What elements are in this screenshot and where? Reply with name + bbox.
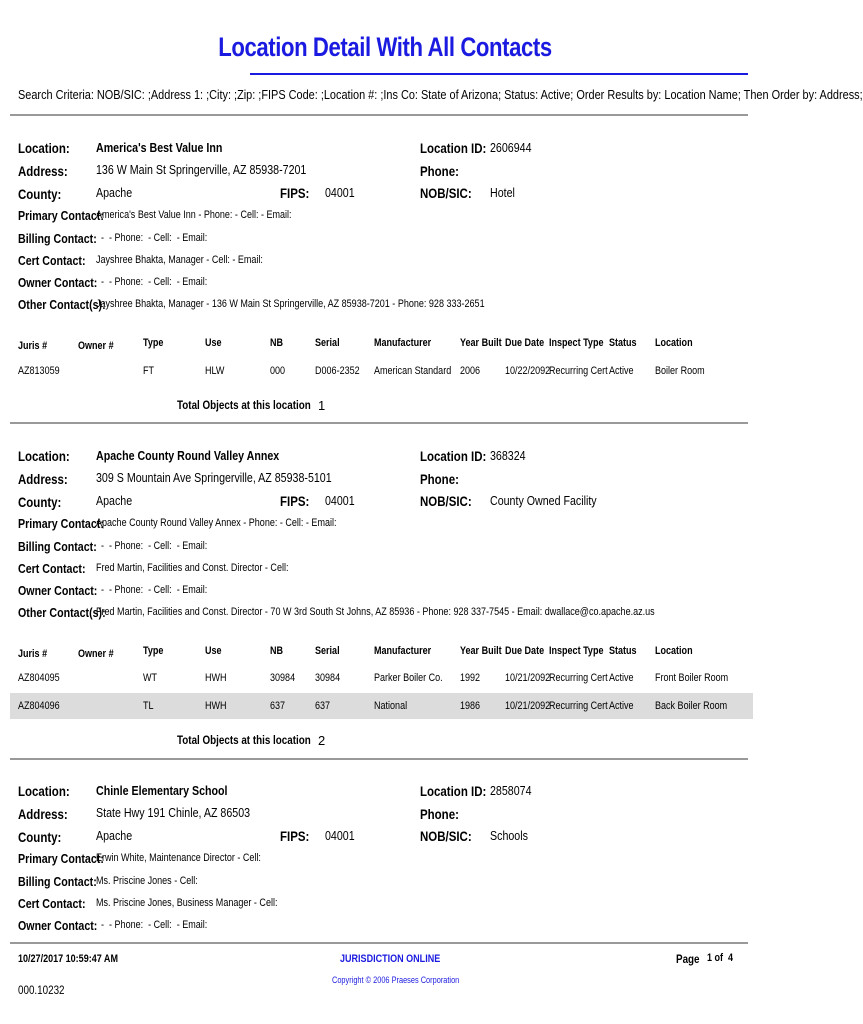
col-manufacturer: Manufacturer [374,645,432,657]
fips-value: 04001 [325,493,355,508]
location-id-label: Location ID: [420,448,487,464]
col-location: Location [655,337,693,349]
cell-use: HLW [205,365,225,377]
cell-due-date: 10/21/2092 [505,700,551,712]
page-title: Location Detail With All Contacts [218,32,552,62]
col-inspect-type: Inspect Type [549,645,604,657]
address-label: Address: [18,163,68,179]
address-value: 309 S Mountain Ave Springerville, AZ 85938-5101 [96,470,332,485]
copyright-text: Copyright © 2006 Praeses Corporation [332,975,460,985]
section-divider [10,422,748,424]
col-owner: Owner # [78,340,114,352]
col-manufacturer: Manufacturer [374,337,432,349]
total-objects-value: 1 [318,398,326,413]
col-location: Location [655,645,693,657]
cell-serial: 637 [315,700,331,712]
billing-contact-value: Ms. Priscine Jones - Cell: [96,875,198,887]
billing-contact-label: Billing Contact: [18,539,97,554]
fips-label: FIPS: [280,828,310,844]
page-label: Page [676,952,700,966]
fips-label: FIPS: [280,185,310,201]
address-value: 136 W Main St Springerville, AZ 85938-7201 [96,162,307,177]
cell-nb: 637 [270,700,286,712]
total-objects-label: Total Objects at this location [177,733,311,747]
phone-label: Phone: [420,163,459,179]
footer-divider [10,942,748,944]
cell-due-date: 10/22/2092 [505,365,551,377]
cert-contact-label: Cert Contact: [18,561,86,576]
cell-due-date: 10/21/2092 [505,672,551,684]
fips-value: 04001 [325,185,355,200]
nob-sic-value: Schools [490,828,528,843]
billing-contact-label: Billing Contact: [18,231,97,246]
location-id: 368324 [490,448,526,463]
cell-type: FT [143,365,155,377]
cell-year-built: 1986 [460,700,481,712]
owner-contact-label: Owner Contact: [18,918,98,933]
cert-contact-value: Fred Martin, Facilities and Const. Director - Cell: [96,562,289,574]
col-use: Use [205,645,222,657]
primary-contact-label: Primary Contact: [18,851,104,866]
total-objects-label: Total Objects at this location [177,398,311,412]
nob-sic-value: Hotel [490,185,515,200]
cell-status: Active [609,672,634,684]
cell-type: TL [143,700,154,712]
total-objects-value: 2 [318,733,326,748]
cert-contact-label: Cert Contact: [18,896,86,911]
billing-contact-value: - - Phone: - Cell: - Email: [96,232,208,244]
cell-use: HWH [205,672,227,684]
cell-nb: 000 [270,365,286,377]
location-name: Chinle Elementary School [96,783,228,798]
cell-juris: AZ804096 [18,700,60,712]
cell-location: Boiler Room [655,365,705,377]
report-timestamp: 10/27/2017 10:59:47 AM [18,953,118,965]
cell-inspect-type: Recurring Cert [549,700,608,712]
cell-juris: AZ804095 [18,672,60,684]
county-value: Apache [96,828,133,843]
owner-contact-value: - - Phone: - Cell: - Email: [96,276,208,288]
owner-contact-label: Owner Contact: [18,275,98,290]
cell-use: HWH [205,700,227,712]
nob-sic-label: NOB/SIC: [420,185,472,201]
cell-inspect-type: Recurring Cert [549,365,608,377]
nob-sic-value: County Owned Facility [490,493,597,508]
cell-serial: 30984 [315,672,341,684]
cell-juris: AZ813059 [18,365,60,377]
cell-location: Back Boiler Room [655,700,728,712]
location-id: 2606944 [490,140,532,155]
county-label: County: [18,186,62,202]
cert-contact-label: Cert Contact: [18,253,86,268]
col-inspect-type: Inspect Type [549,337,604,349]
county-value: Apache [96,185,133,200]
other-contacts-label: Other Contact(s): [18,605,106,620]
primary-contact-value: America's Best Value Inn - Phone: - Cell: - Email: [96,209,292,221]
county-label: County: [18,829,62,845]
col-status: Status [609,645,637,657]
cell-manufacturer: Parker Boiler Co. [374,672,443,684]
cell-status: Active [609,700,634,712]
location-name: Apache County Round Valley Annex [96,448,280,463]
section-divider [10,758,748,760]
col-year-built: Year Built [460,337,502,349]
phone-label: Phone: [420,806,459,822]
cert-contact-value: Ms. Priscine Jones, Business Manager - Cell: [96,897,278,909]
col-nb: NB [270,337,284,349]
nob-sic-label: NOB/SIC: [420,493,472,509]
cell-nb: 30984 [270,672,296,684]
county-value: Apache [96,493,133,508]
cell-manufacturer: National [374,700,408,712]
phone-label: Phone: [420,471,459,487]
col-year-built: Year Built [460,645,502,657]
cell-manufacturer: American Standard [374,365,452,377]
address-value: State Hwy 191 Chinle, AZ 86503 [96,805,251,820]
other-contacts-value: Fred Martin, Facilities and Const. Director - 70 W 3rd South St Johns, AZ 85936 - Phone: 928 337-7545 - Email: dwallace@co.apache.az.us [96,606,655,618]
search-criteria: Search Criteria: NOB/SIC: ;Address 1: ;City: ;Zip: ;FIPS Code: ;Location #: ;Ins Co: State of Arizona; Status: Active; Order Results by: Location Name; Then Order by: Address; [18,87,863,102]
address-label: Address: [18,471,68,487]
col-serial: Serial [315,645,340,657]
section-divider [10,114,748,116]
col-juris: Juris # [18,648,48,660]
primary-contact-label: Primary Contact: [18,208,104,223]
location-id-label: Location ID: [420,140,487,156]
col-serial: Serial [315,337,340,349]
col-nb: NB [270,645,284,657]
col-type: Type [143,337,164,349]
owner-contact-value: - - Phone: - Cell: - Email: [96,584,208,596]
primary-contact-value: Erwin White, Maintenance Director - Cell: [96,852,261,864]
address-label: Address: [18,806,68,822]
cell-serial: D006-2352 [315,365,360,377]
county-label: County: [18,494,62,510]
col-owner: Owner # [78,648,114,660]
document-id: 000.10232 [18,983,65,997]
owner-contact-value: - - Phone: - Cell: - Email: [96,919,208,931]
col-due-date: Due Date [505,337,545,349]
location-label: Location: [18,783,70,799]
cert-contact-value: Jayshree Bhakta, Manager - Cell: - Email: [96,254,263,266]
title-underline [250,73,748,75]
cell-type: WT [143,672,158,684]
location-name: America's Best Value Inn [96,140,223,155]
col-type: Type [143,645,164,657]
primary-contact-label: Primary Contact: [18,516,104,531]
nob-sic-label: NOB/SIC: [420,828,472,844]
col-use: Use [205,337,222,349]
other-contacts-label: Other Contact(s): [18,297,106,312]
brand-link[interactable]: JURISDICTION ONLINE [340,953,441,965]
col-status: Status [609,337,637,349]
location-label: Location: [18,140,70,156]
cell-year-built: 1992 [460,672,481,684]
location-id-label: Location ID: [420,783,487,799]
primary-contact-value: Apache County Round Valley Annex - Phone: - Cell: - Email: [96,517,337,529]
location-id: 2858074 [490,783,532,798]
cell-year-built: 2006 [460,365,481,377]
billing-contact-label: Billing Contact: [18,874,97,889]
page-number: 1 of 4 [707,952,734,964]
billing-contact-value: - - Phone: - Cell: - Email: [96,540,208,552]
other-contacts-value: Jayshree Bhakta, Manager - 136 W Main St Springerville, AZ 85938-7201 - Phone: 928 333-2651 [96,298,485,310]
cell-status: Active [609,365,634,377]
cell-inspect-type: Recurring Cert [549,672,608,684]
location-label: Location: [18,448,70,464]
cell-location: Front Boiler Room [655,672,729,684]
col-due-date: Due Date [505,645,545,657]
fips-label: FIPS: [280,493,310,509]
fips-value: 04001 [325,828,355,843]
owner-contact-label: Owner Contact: [18,583,98,598]
col-juris: Juris # [18,340,48,352]
